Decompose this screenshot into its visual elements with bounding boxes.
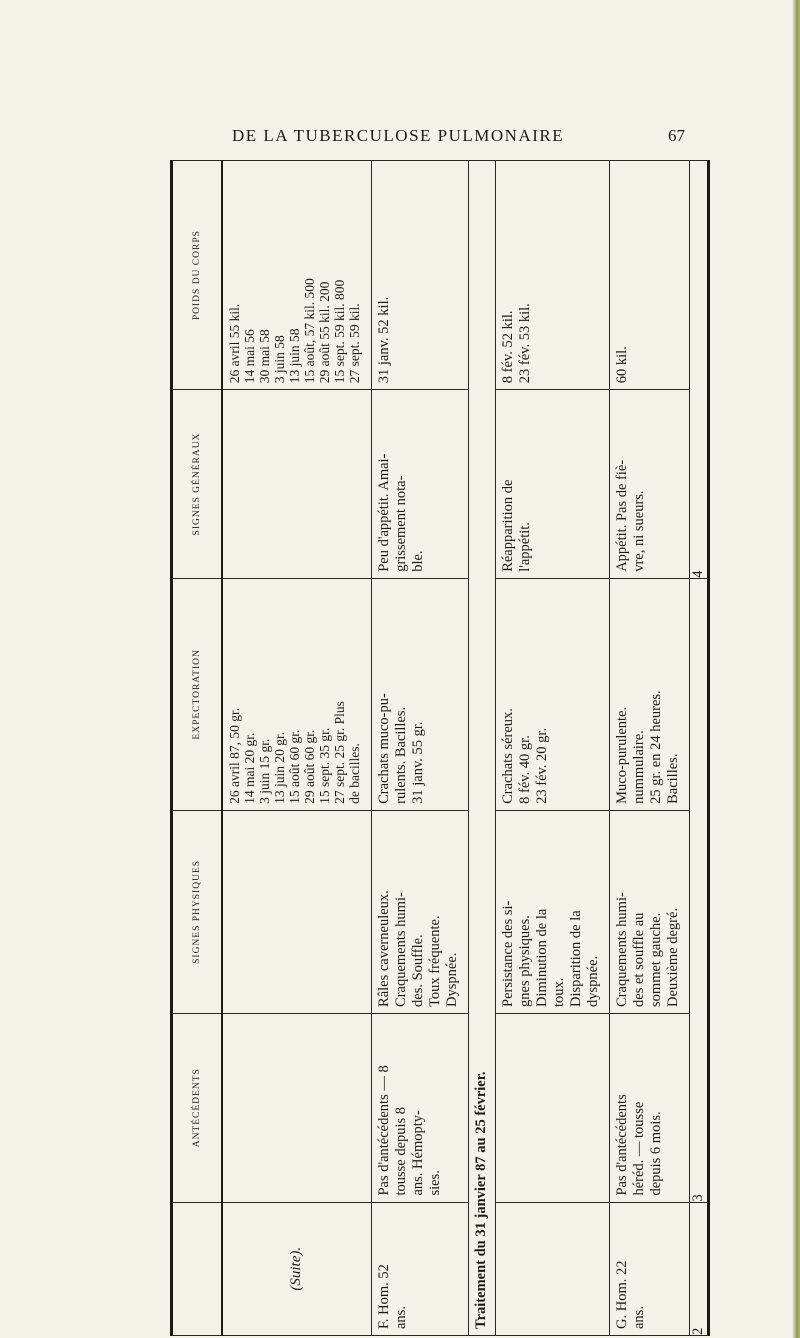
sp-line: Toux fréquente.: [426, 915, 443, 1007]
poids-line: 27 sept. 59 kil.: [347, 303, 362, 384]
ant-line: Pas d'antécédents: [614, 1094, 631, 1196]
exp-line: 26 avril 87, 50 gr.: [227, 707, 242, 804]
sg-line: Réapparition de: [499, 479, 516, 572]
col-expectoration: EXPECTORATION: [172, 578, 223, 810]
sp-line: Disparition de la: [567, 910, 584, 1007]
poids-line: 3 juin 58: [272, 335, 287, 384]
poids-line: 15 août, 57 kil. 500: [302, 278, 317, 384]
poids-line: 23 fév. 53 kil.: [516, 303, 533, 384]
exp-line: de bacilles.: [347, 743, 362, 804]
case-line: ans.: [631, 1306, 648, 1329]
case-cell: [222, 1202, 371, 1335]
col-poids: POIDS DU CORPS: [172, 161, 223, 390]
case-cell: [610, 1202, 690, 1335]
signes-generaux-cell: [610, 390, 690, 579]
sp-line: Deuxième degré.: [665, 907, 682, 1007]
signes-physiques-cell: [222, 810, 371, 1013]
case-line: G. Hom. 22: [614, 1260, 631, 1329]
table-row-suite: [222, 161, 371, 1336]
treatment-row: [468, 161, 495, 1336]
running-title: DE LA TUBERCULOSE PULMONAIRE: [232, 126, 565, 145]
ant-line: ans. Hémopty-: [409, 1110, 426, 1196]
expectoration-cell: [371, 578, 468, 810]
antecedents-cell: [222, 1013, 371, 1202]
poids-cell: [371, 161, 468, 390]
ant-line: Pas d'antécédents — 8: [375, 1065, 392, 1196]
treatment-banner: Traitement du 31 janvier 87 au 25 février.: [468, 161, 495, 1336]
col-antecedents: ANTÉCÉDENTS: [172, 1013, 223, 1202]
sg-line: grissement nota-: [392, 475, 409, 572]
case-cell: [495, 1202, 610, 1335]
sg-line: ble.: [409, 550, 426, 572]
antecedents-cell: [371, 1013, 468, 1202]
signes-physiques-cell: [495, 810, 610, 1013]
exp-line: 14 mai 20 gr.: [242, 732, 257, 804]
exp-line: Muco-purulente.: [614, 706, 631, 804]
case-line: F. Hom. 52: [375, 1264, 392, 1329]
clinical-table: [170, 160, 710, 1336]
sp-line: Craquements humi-: [614, 892, 631, 1007]
expectoration-cell: [610, 578, 690, 810]
sp-line: des et souffle au: [631, 912, 648, 1007]
case-suite-label: (Suite).: [288, 1246, 305, 1291]
sp-line: Persistance des si-: [499, 900, 516, 1007]
poids-line: 29 août 55 kil. 200: [317, 281, 332, 384]
sp-line: Diminution de la: [533, 908, 550, 1007]
page-number: 67: [668, 126, 685, 145]
signes-physiques-cell: [371, 810, 468, 1013]
exp-line: 27 sept. 25 gr. Plus: [332, 701, 347, 804]
exp-line: 31 janv. 55 gr.: [409, 721, 426, 804]
expectoration-cell: [495, 578, 610, 810]
case-number-3: 3: [690, 578, 709, 1202]
table-row-case-4: [610, 161, 690, 1336]
case-number-2: 2: [690, 1202, 709, 1335]
sp-line: Râles caverneuleux.: [375, 890, 392, 1007]
sp-line: Dyspnée.: [443, 952, 460, 1007]
poids-cell: [222, 161, 371, 390]
sp-line: Craquements humi-: [392, 892, 409, 1007]
col-signes-generaux: SIGNES GÉNÉRAUX: [172, 390, 223, 579]
exp-line: 15 sept. 35 gr.: [317, 727, 332, 804]
case-cell: [371, 1202, 468, 1335]
exp-line: 15 août 60 gr.: [287, 729, 302, 804]
sg-line: vre, ni sueurs.: [631, 490, 648, 572]
signes-generaux-cell: [495, 390, 610, 579]
sp-line: dyspnée.: [584, 955, 601, 1007]
antecedents-cell: [610, 1013, 690, 1202]
clinical-table-area: [170, 160, 710, 1336]
poids-line: 8 fév. 52 kil.: [499, 310, 516, 384]
col-case: [172, 1202, 223, 1335]
case-line: ans.: [392, 1306, 409, 1329]
col-signes-physiques: SIGNES PHYSIQUES: [172, 810, 223, 1013]
poids-cell: [610, 161, 690, 390]
antecedents-cell: [495, 1013, 610, 1202]
exp-line: 13 juin 20 gr.: [272, 731, 287, 804]
poids-line: 60 kil.: [614, 346, 631, 384]
signes-generaux-cell: [222, 390, 371, 579]
expectoration-cell: [222, 578, 371, 810]
sp-line: gnes physiques.: [516, 915, 533, 1007]
sg-line: l'appétit.: [516, 522, 533, 572]
ant-line: depuis 6 mois.: [648, 1111, 665, 1196]
table-row-case-3: [371, 161, 468, 1336]
exp-line: 25 gr. en 24 heures.: [648, 690, 665, 804]
poids-line: 14 mai 56: [242, 329, 257, 384]
rotated-table: [170, 160, 710, 1336]
signes-physiques-cell: [610, 810, 690, 1013]
exp-line: 8 fév. 40 gr.: [516, 735, 533, 804]
table-row-case-3-after: [495, 161, 610, 1336]
poids-line: 26 avril 55 kil.: [227, 303, 242, 384]
sp-line: toux.: [550, 977, 567, 1007]
page-header: [0, 0, 800, 160]
exp-line: rulents. Bacilles.: [392, 706, 409, 804]
poids-line: 13 juin 58: [287, 328, 302, 384]
signes-generaux-cell: [371, 390, 468, 579]
sg-line: Peu d'appétit. Amai-: [375, 453, 392, 572]
sg-line: Appétit. Pas de fiè-: [614, 459, 631, 572]
ant-line: tousse depuis 8: [392, 1106, 409, 1196]
table-header-row: [172, 161, 223, 1336]
poids-line: 31 janv. 52 kil.: [375, 296, 392, 384]
case-number-row: [690, 161, 709, 1336]
ant-line: héréd. — tousse: [631, 1101, 648, 1196]
exp-line: Crachats muco-pu-: [375, 693, 392, 804]
exp-line: 3 juin 15 gr.: [257, 738, 272, 804]
exp-line: Crachats séreux.: [499, 708, 516, 804]
poids-line: 15 sept. 59 kil. 800: [332, 279, 347, 384]
ant-line: sies.: [426, 1170, 443, 1196]
page-edge-strip: [792, 0, 800, 1338]
poids-line: 30 mai 58: [257, 329, 272, 384]
poids-cell: [495, 161, 610, 390]
exp-line: Bacilles.: [665, 753, 682, 804]
sp-line: sommet gauche.: [648, 912, 665, 1007]
exp-line: nummulaire.: [631, 730, 648, 804]
case-number-4: 4: [690, 161, 709, 579]
exp-line: 29 août 60 gr.: [302, 729, 317, 804]
sp-line: des. Souffle.: [409, 934, 426, 1007]
exp-line: 23 fév. 20 gr.: [533, 727, 550, 804]
